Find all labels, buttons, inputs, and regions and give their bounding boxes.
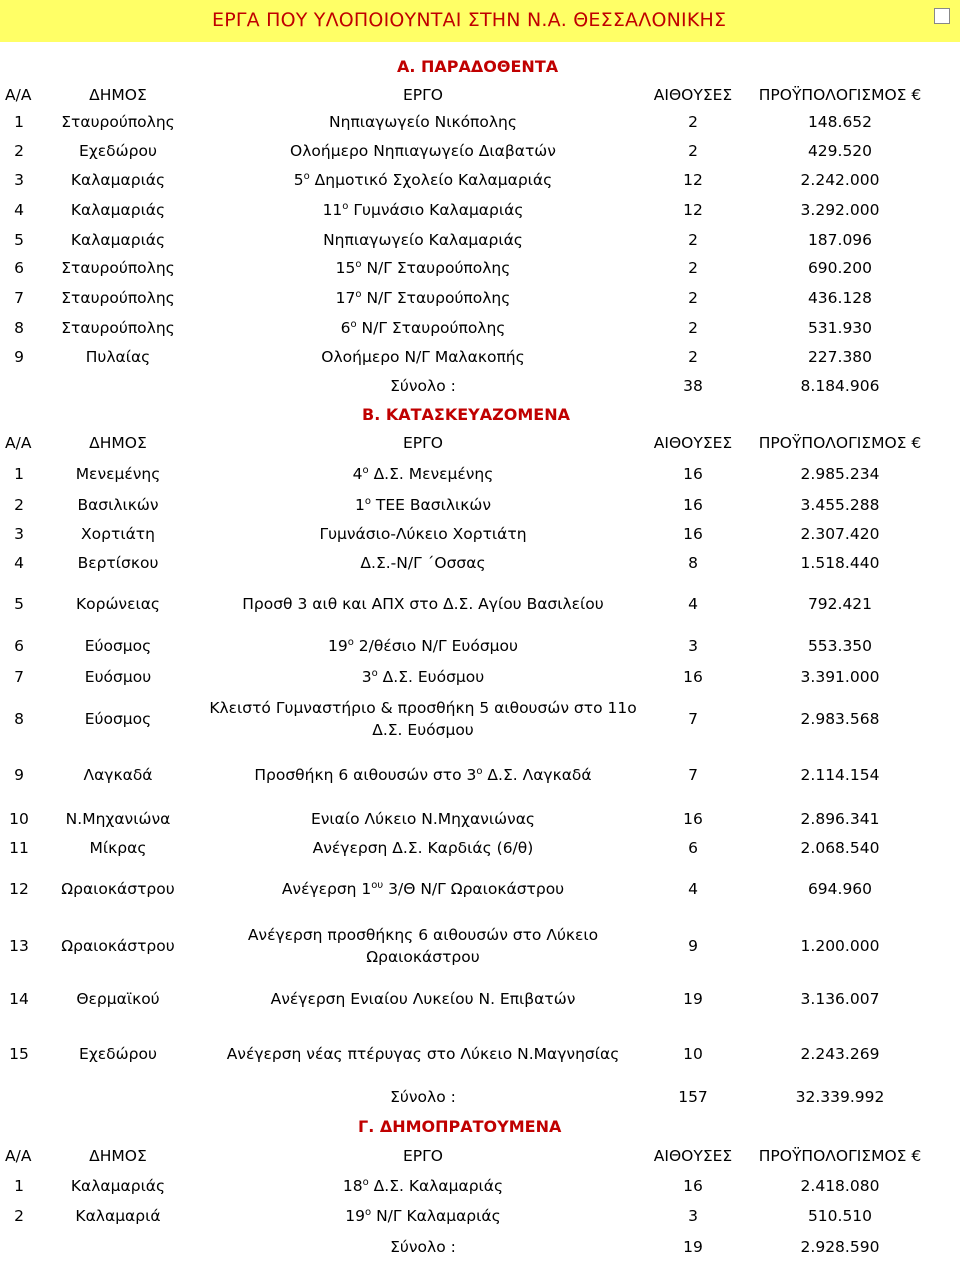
row-number: 10 <box>9 810 29 828</box>
row-ergo-text: Δ.Σ. Μενεμένης <box>368 465 494 484</box>
row-number: 15 <box>9 1045 29 1063</box>
row-dimos: Μενεμένης <box>75 465 161 483</box>
row-ergo-superscript: ο <box>364 496 371 507</box>
row-aithouses: 2 <box>688 113 698 131</box>
row-aithouses: 7 <box>688 710 698 728</box>
row-number: 8 <box>14 710 24 728</box>
row-aithouses: 16 <box>683 496 703 514</box>
row-number: 2 <box>14 142 24 160</box>
row-ergo-superscript: ο <box>476 766 483 777</box>
row-ergo <box>188 319 658 337</box>
row-aithouses: 4 <box>688 880 698 898</box>
row-proypologismos: 694.960 <box>807 880 873 898</box>
row-proypologismos: 1.518.440 <box>800 554 880 572</box>
row-proypologismos: 3.292.000 <box>800 201 880 219</box>
row-number: 9 <box>14 766 24 784</box>
row-proypologismos: 2.983.568 <box>800 710 880 728</box>
row-ergo-text: 4 <box>352 465 363 484</box>
header-aithouses: ΑΙΘΟΥΣΕΣ <box>653 86 733 104</box>
row-ergo-superscript: ο <box>365 1207 372 1218</box>
row-dimos: Λαγκαδά <box>83 766 153 784</box>
row-ergo-line1: Κλειστό Γυμναστήριο & προσθήκη 5 αιθουσών στο 11ο <box>209 699 637 717</box>
row-ergo: Ανέγερση νέας πτέρυγας στο Λύκειο Ν.Μαγνησίας <box>226 1045 620 1063</box>
row-number: 6 <box>14 637 24 655</box>
row-dimos: Κορώνειας <box>75 595 161 613</box>
row-ergo: Προσθ 3 αιθ και ΑΠΧ στο Δ.Σ. Αγίου Βασιλείου <box>242 595 604 613</box>
row-dimos: Σταυρούπολης <box>61 113 175 131</box>
row-dimos: Καλαμαριάς <box>70 1177 166 1195</box>
row-ergo-text: Δ.Σ. Καλαμαριάς <box>368 1177 504 1196</box>
header-proypologismos: ΠΡΟΫΠΟΛΟΓΙΣΜΟΣ € <box>758 86 922 104</box>
row-dimos: Καλαμαριάς <box>70 171 166 189</box>
row-ergo-text: 11 <box>322 201 343 220</box>
row-ergo-text: 18 <box>342 1177 363 1196</box>
row-ergo-text: 19 <box>328 637 348 656</box>
row-dimos: Καλαμαριά <box>75 1207 161 1225</box>
row-proypologismos: 531.930 <box>807 319 873 337</box>
row-ergo-text: Ανέγερση 1 <box>281 880 372 899</box>
row-aithouses: 16 <box>683 810 703 828</box>
page-title: ΕΡΓΑ ΠΟΥ ΥΛΟΠΟΙΟΥΝΤΑΙ ΣΤΗΝ Ν.Α. ΘΕΣΣΑΛΟΝΙΚΗΣ <box>212 9 727 31</box>
row-proypologismos: 2.068.540 <box>800 839 880 857</box>
row-number: 7 <box>14 668 24 686</box>
row-ergo: Ολοήμερο Νηπιαγωγείο Διαβατών <box>290 142 556 160</box>
total-aithouses: 38 <box>683 377 703 395</box>
row-ergo-line2: Ωραιοκάστρου <box>366 948 480 966</box>
row-ergo-superscript: ο <box>362 1177 369 1188</box>
row-proypologismos: 3.136.007 <box>800 990 880 1008</box>
header-aa: Α/Α <box>5 434 32 452</box>
row-ergo-text: 1 <box>354 496 365 515</box>
row-number: 3 <box>14 171 24 189</box>
header-aa: Α/Α <box>5 1147 32 1165</box>
row-dimos: Μίκρας <box>89 839 147 857</box>
row-number: 5 <box>14 595 24 613</box>
row-number: 9 <box>14 348 24 366</box>
row-aithouses: 12 <box>683 201 703 219</box>
row-proypologismos: 227.380 <box>807 348 873 366</box>
row-number: 2 <box>14 1207 24 1225</box>
row-aithouses: 16 <box>683 465 703 483</box>
title-bar <box>0 0 960 42</box>
row-ergo <box>188 697 658 741</box>
row-dimos: Σταυρούπολης <box>61 259 175 277</box>
row-dimos: Ωραιοκάστρου <box>61 880 175 898</box>
row-ergo-superscript: ο <box>355 289 362 300</box>
row-aithouses: 16 <box>683 1177 703 1195</box>
row-number: 4 <box>14 554 24 572</box>
row-proypologismos: 2.985.234 <box>800 465 880 483</box>
header-ergo: ΕΡΓΟ <box>403 434 443 452</box>
corner-checkbox-icon <box>934 8 950 24</box>
row-aithouses: 3 <box>688 1207 698 1225</box>
row-ergo: Ανέγερση Ενιαίου Λυκείου Ν. Επιβατών <box>270 990 576 1008</box>
row-dimos: Εύοσμος <box>84 710 152 728</box>
total-proypologismos: 32.339.992 <box>795 1088 885 1106</box>
row-ergo: Ολοήμερο Ν/Γ Μαλακοπής <box>321 348 525 366</box>
row-aithouses: 2 <box>688 289 698 307</box>
row-dimos: Καλαμαριάς <box>70 201 166 219</box>
row-aithouses: 12 <box>683 171 703 189</box>
row-ergo <box>188 880 658 898</box>
row-ergo-superscript: ο <box>355 259 362 270</box>
section-title: Α. ΠΑΡΑΔΟΘΕΝΤΑ <box>397 57 559 76</box>
row-ergo <box>188 289 658 307</box>
row-ergo-superscript: ο <box>303 171 310 182</box>
row-number: 11 <box>9 839 29 857</box>
total-label: Σύνολο : <box>390 1088 456 1106</box>
row-aithouses: 6 <box>688 839 698 857</box>
header-dimos: ΔΗΜΟΣ <box>89 1147 147 1165</box>
row-ergo-text: 15 <box>335 259 356 278</box>
header-proypologismos: ΠΡΟΫΠΟΛΟΓΙΣΜΟΣ € <box>758 1147 922 1165</box>
row-ergo-text: Ν/Γ Σταυρούπολης <box>361 289 511 308</box>
section-title: Β. ΚΑΤΑΣΚΕΥΑΖΟΜΕΝΑ <box>362 405 570 424</box>
row-aithouses: 2 <box>688 319 698 337</box>
row-ergo: Ανέγερση Δ.Σ. Καρδιάς (6/θ) <box>312 839 534 857</box>
row-dimos: Σταυρούπολης <box>61 319 175 337</box>
row-aithouses: 10 <box>683 1045 703 1063</box>
row-dimos: Ωραιοκάστρου <box>61 937 175 955</box>
row-dimos: Βερτίσκου <box>77 554 159 572</box>
total-label: Σύνολο : <box>390 1238 456 1256</box>
row-ergo: Γυμνάσιο-Λύκειο Χορτιάτη <box>319 525 527 543</box>
row-proypologismos: 2.896.341 <box>800 810 880 828</box>
row-proypologismos: 3.455.288 <box>800 496 880 514</box>
row-dimos: Θερμαϊκού <box>76 990 160 1008</box>
row-ergo-text: 3/Θ Ν/Γ Ωραιοκάστρου <box>383 880 565 899</box>
row-proypologismos: 2.114.154 <box>800 766 880 784</box>
row-dimos: Καλαμαριάς <box>70 231 166 249</box>
row-dimos: Πυλαίας <box>85 348 151 366</box>
row-number: 4 <box>14 201 24 219</box>
total-proypologismos: 2.928.590 <box>800 1238 880 1256</box>
row-number: 1 <box>14 465 24 483</box>
row-ergo-superscript: ο <box>347 637 354 648</box>
row-aithouses: 4 <box>688 595 698 613</box>
header-ergo: ΕΡΓΟ <box>403 86 443 104</box>
row-ergo <box>188 465 658 483</box>
row-ergo-text: Ν/Γ Σταυρούπολης <box>356 319 506 338</box>
row-number: 3 <box>14 525 24 543</box>
row-number: 13 <box>9 937 29 955</box>
row-dimos: Εύοσμος <box>84 637 152 655</box>
row-aithouses: 9 <box>688 937 698 955</box>
row-proypologismos: 2.418.080 <box>800 1177 880 1195</box>
row-ergo-text: 3 <box>361 668 372 687</box>
row-ergo <box>188 496 658 514</box>
row-number: 1 <box>14 113 24 131</box>
row-proypologismos: 187.096 <box>807 231 873 249</box>
row-ergo-text: Προσθήκη 6 αιθουσών στο 3 <box>254 766 477 785</box>
row-ergo: Νηπιαγωγείο Νικόπολης <box>329 113 517 131</box>
row-ergo-text: Δ.Σ. Λαγκαδά <box>482 766 592 785</box>
row-ergo-superscript: ο <box>342 201 349 212</box>
row-dimos: Χορτιάτη <box>81 525 155 543</box>
row-ergo-text: 6 <box>340 319 351 338</box>
row-ergo-text: Δ.Σ. Ευόσμου <box>377 668 485 687</box>
row-aithouses: 2 <box>688 231 698 249</box>
row-ergo <box>188 924 658 968</box>
total-label: Σύνολο : <box>390 377 456 395</box>
row-dimos: Εχεδώρου <box>79 1045 157 1063</box>
row-proypologismos: 690.200 <box>807 259 873 277</box>
row-ergo-superscript: ου <box>371 880 384 891</box>
row-ergo-text: Γυμνάσιο Καλαμαριάς <box>348 201 524 220</box>
row-proypologismos: 553.350 <box>807 637 873 655</box>
row-proypologismos: 510.510 <box>807 1207 873 1225</box>
row-ergo <box>188 1207 658 1225</box>
row-number: 1 <box>14 1177 24 1195</box>
header-dimos: ΔΗΜΟΣ <box>89 86 147 104</box>
row-aithouses: 2 <box>688 259 698 277</box>
row-ergo-superscript: ο <box>371 668 378 679</box>
row-ergo: Νηπιαγωγείο Καλαμαριάς <box>323 231 523 249</box>
row-number: 5 <box>14 231 24 249</box>
row-ergo-superscript: ο <box>350 319 357 330</box>
row-proypologismos: 2.242.000 <box>800 171 880 189</box>
row-proypologismos: 429.520 <box>807 142 873 160</box>
row-aithouses: 2 <box>688 142 698 160</box>
header-aithouses: ΑΙΘΟΥΣΕΣ <box>653 434 733 452</box>
header-dimos: ΔΗΜΟΣ <box>89 434 147 452</box>
row-dimos: Βασιλικών <box>77 496 159 514</box>
row-aithouses: 16 <box>683 525 703 543</box>
row-proypologismos: 2.243.269 <box>800 1045 880 1063</box>
row-proypologismos: 148.652 <box>807 113 873 131</box>
row-proypologismos: 792.421 <box>807 595 873 613</box>
row-number: 14 <box>9 990 29 1008</box>
row-aithouses: 16 <box>683 668 703 686</box>
section-title: Γ. ΔΗΜΟΠΡΑΤΟΥΜΕΝΑ <box>358 1117 562 1136</box>
row-ergo-text: 5 <box>293 171 304 190</box>
row-dimos: Εχεδώρου <box>79 142 157 160</box>
row-number: 8 <box>14 319 24 337</box>
row-ergo-line1: Ανέγερση προσθήκης 6 αιθουσών στο Λύκειο <box>247 926 599 944</box>
row-ergo-text: 17 <box>335 289 356 308</box>
row-aithouses: 2 <box>688 348 698 366</box>
row-ergo <box>188 668 658 686</box>
row-ergo: Δ.Σ.-Ν/Γ ΄Οσσας <box>360 554 486 572</box>
row-proypologismos: 436.128 <box>807 289 873 307</box>
row-ergo-line2: Δ.Σ. Ευόσμου <box>372 721 474 739</box>
row-ergo <box>188 201 658 219</box>
row-ergo <box>188 171 658 189</box>
row-ergo <box>188 766 658 784</box>
row-ergo <box>188 637 658 655</box>
row-ergo-text: Δημοτικό Σχολείο Καλαμαριάς <box>309 171 553 190</box>
row-number: 6 <box>14 259 24 277</box>
row-ergo-text: Ν/Γ Σταυρούπολης <box>361 259 511 278</box>
row-ergo-text: 19 <box>345 1207 366 1226</box>
row-aithouses: 19 <box>683 990 703 1008</box>
row-dimos: Ευόσμου <box>84 668 152 686</box>
header-ergo: ΕΡΓΟ <box>403 1147 443 1165</box>
header-aithouses: ΑΙΘΟΥΣΕΣ <box>653 1147 733 1165</box>
row-ergo-text: Ν/Γ Καλαμαριάς <box>371 1207 501 1226</box>
row-ergo: Ενιαίο Λύκειο Ν.Μηχανιώνας <box>310 810 536 828</box>
header-proypologismos: ΠΡΟΫΠΟΛΟΓΙΣΜΟΣ € <box>758 434 922 452</box>
row-number: 2 <box>14 496 24 514</box>
row-proypologismos: 2.307.420 <box>800 525 880 543</box>
row-aithouses: 7 <box>688 766 698 784</box>
row-aithouses: 8 <box>688 554 698 572</box>
total-aithouses: 19 <box>683 1238 703 1256</box>
row-proypologismos: 3.391.000 <box>800 668 880 686</box>
total-aithouses: 157 <box>678 1088 708 1106</box>
row-ergo-text: ΤΕΕ Βασιλικών <box>370 496 492 515</box>
row-number: 7 <box>14 289 24 307</box>
row-proypologismos: 1.200.000 <box>800 937 880 955</box>
header-aa: Α/Α <box>5 86 32 104</box>
row-ergo <box>188 259 658 277</box>
row-ergo <box>188 1177 658 1195</box>
total-proypologismos: 8.184.906 <box>800 377 880 395</box>
row-number: 12 <box>9 880 29 898</box>
row-dimos: Σταυρούπολης <box>61 289 175 307</box>
row-dimos: Ν.Μηχανιώνα <box>65 810 171 828</box>
row-aithouses: 3 <box>688 637 698 655</box>
row-ergo-text: 2/θέσιο Ν/Γ Ευόσμου <box>353 637 518 656</box>
row-ergo-superscript: ο <box>362 465 369 476</box>
